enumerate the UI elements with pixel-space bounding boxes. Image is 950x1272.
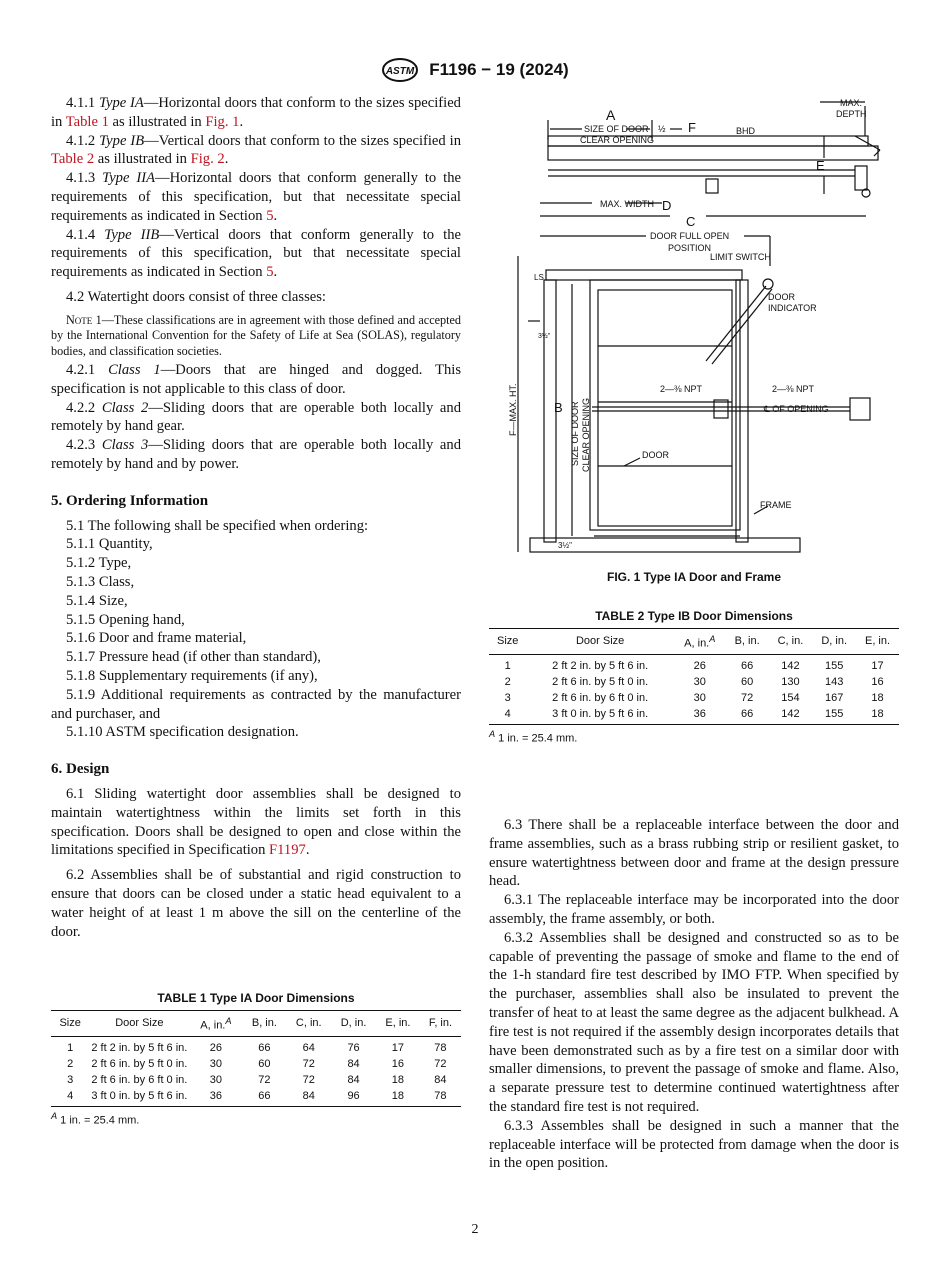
table-1-grid: [51, 1010, 461, 1107]
svg-text:D: D: [662, 198, 672, 213]
table-cell: 60: [741, 675, 754, 688]
table-cell: 18: [871, 691, 884, 704]
svg-text:INDICATOR: INDICATOR: [768, 303, 817, 313]
table-cell: 78: [420, 1089, 461, 1107]
para-4-1-2: 4.1.2 Type IB—Vertical doors that conform to the sizes specified in Table 2 as illustrated in Fig. 2.: [51, 132, 461, 168]
list-item: 5.1.10 ASTM specification designation.: [66, 724, 299, 741]
table-cell: 2 ft 2 in. by 5 ft 6 in.: [91, 1041, 188, 1054]
column-header: E, in.: [376, 1011, 420, 1037]
figure-1-drawing: [510, 96, 898, 566]
column-header: A, in.$^A$: [189, 1011, 242, 1037]
table-header-row: [489, 629, 899, 655]
table-1-link[interactable]: Table 1: [65, 113, 109, 130]
svg-text:SIZE OF DOOR: SIZE OF DOOR: [584, 124, 649, 134]
table-cell: 64: [302, 1041, 315, 1054]
table-cell: 142: [781, 659, 800, 672]
para-4-2-2: 4.2.2 Class 2—Sliding doors that are operable both locally and remotely by hand gear.: [51, 399, 462, 435]
table-row: [489, 691, 899, 707]
table-2-caption: TABLE 2 Type IB Door Dimensions: [595, 609, 793, 623]
list-item: 5.1 The following shall be specified when ordering:: [66, 517, 369, 534]
table-cell: 130: [781, 675, 800, 688]
svg-text:DOOR: DOOR: [642, 450, 669, 460]
table-cell: 2 ft 2 in. by 5 ft 6 in.: [552, 659, 649, 672]
svg-text:℄ OF OPENING: ℄ OF OPENING: [764, 404, 829, 414]
table-cell: 143: [825, 675, 844, 688]
table-cell: 1: [504, 659, 511, 672]
svg-text:MAX.: MAX.: [840, 98, 863, 108]
table-cell: 36: [189, 1089, 242, 1107]
table-cell: 30: [209, 1057, 223, 1070]
figure-1-caption: FIG. 1 Type IA Door and Frame: [606, 570, 782, 584]
list-item: 5.1.2 Type,: [66, 555, 132, 572]
table-cell: 17: [391, 1041, 405, 1054]
list-item: 5.1.5 Opening hand,: [66, 611, 185, 628]
list-item: 5.1.8 Supplementary requirements (if any),: [66, 667, 318, 684]
svg-text:SIZE OF DOOR: SIZE OF DOOR: [570, 401, 580, 466]
svg-text:LS: LS: [534, 273, 544, 282]
table-cell: 96: [331, 1089, 376, 1107]
logo-text: ASTM: [386, 66, 415, 77]
table-cell: 142: [769, 707, 813, 725]
table-header-row: [51, 1011, 461, 1037]
table-cell: 2 ft 6 in. by 5 ft 0 in.: [91, 1057, 188, 1070]
fig-1-link[interactable]: Fig. 1: [205, 113, 240, 130]
table-cell: 16: [871, 675, 884, 688]
column-header: B, in.: [242, 1011, 286, 1037]
svg-text:DOOR: DOOR: [768, 292, 795, 302]
column-header: Size: [51, 1011, 89, 1037]
column-header: Size: [489, 629, 526, 655]
svg-text:CLEAR OPENING: CLEAR OPENING: [580, 135, 655, 145]
table-2-footnote: $^A$ 1 in. = 25.4 mm.: [489, 728, 578, 745]
svg-text:2—⅜ NPT: 2—⅜ NPT: [772, 384, 815, 394]
table-1-caption: TABLE 1 Type IA Door Dimensions: [157, 991, 355, 1005]
para-6-2: 6.2 Assemblies shall be of substantial and rigid construction to ensure that doors can be closed under a static head equivalent to a water height of at least 1 m above the sill on the centerline of the door.: [51, 867, 461, 940]
left-column: [51, 94, 461, 941]
page-number: 2: [471, 1222, 479, 1237]
table-2-link[interactable]: Table 2: [51, 151, 95, 168]
para-4-2-1: 4.2.1 Class 1—Doors that are hinged and dogged. This specification is not applicable to this class of door.: [51, 361, 462, 397]
section-6-heading: 6. Design: [51, 761, 110, 778]
table-row: [489, 675, 899, 691]
svg-text:DOOR FULL OPEN: DOOR FULL OPEN: [650, 231, 730, 241]
ordering-list: [51, 517, 461, 743]
table-cell: 72: [302, 1073, 315, 1086]
column-header: C, in.: [286, 1011, 331, 1037]
table-cell: 66: [741, 659, 754, 672]
list-item: 5.1.4 Size,: [66, 592, 128, 609]
svg-text:2—⅜ NPT: 2—⅜ NPT: [660, 384, 703, 394]
table-cell: 76: [347, 1041, 360, 1054]
table-cell: 66: [242, 1089, 286, 1107]
table-cell: 36: [674, 707, 726, 725]
table-cell: 30: [209, 1073, 223, 1086]
page-header: [0, 58, 950, 82]
table-cell: 1: [67, 1041, 74, 1054]
standard-designation: F1196 − 19 (2024): [429, 60, 569, 79]
column-header: B, in.: [726, 629, 769, 655]
list-item: 5.1.7 Pressure head (if other than standard),: [66, 649, 321, 666]
table-cell: 84: [347, 1057, 360, 1070]
table-cell: 72: [258, 1073, 271, 1086]
list-item: 5.1.1 Quantity,: [66, 536, 153, 553]
column-header: E, in.: [856, 629, 899, 655]
svg-text:CLEAR OPENING: CLEAR OPENING: [581, 397, 591, 472]
column-header: D, in.: [331, 1011, 376, 1037]
table-cell: 17: [871, 659, 884, 672]
note-1: Note 1—These classifications are in agreement with those defined and accepted by the International Convention for the Safety of Life at Sea (SOLAS), regulatory bodies, and classification societies.: [51, 312, 462, 358]
column-header: A, in.$^A$: [674, 629, 726, 655]
svg-text:3½": 3½": [558, 541, 572, 550]
svg-text:B: B: [554, 400, 563, 415]
section-5-link[interactable]: 5: [266, 264, 274, 281]
para-6-3: 6.3 There shall be a replaceable interface between the door and frame assemblies, such as a brass rubbing strip or resilient gasket, to ensure watertightness between door and frame at the design pressure head.: [489, 817, 899, 890]
table-cell: 84: [286, 1089, 331, 1107]
table-cell: 72: [302, 1057, 315, 1070]
table-cell: 167: [825, 691, 844, 704]
table-cell: 60: [258, 1057, 271, 1070]
table-cell: 66: [258, 1041, 271, 1054]
table-cell: 84: [434, 1073, 447, 1086]
table-row: [51, 1089, 461, 1107]
table-cell: 16: [391, 1057, 405, 1070]
para-4-1-3: 4.1.3 Type IIA—Horizontal doors that conform generally to the requirements of this specification, but that necessitate special requirements as indicated in Section 5.: [51, 170, 461, 224]
table-cell: 155: [812, 707, 856, 725]
svg-text:POSITION: POSITION: [668, 243, 712, 253]
dim-a-label: A: [606, 107, 616, 123]
column-header: F, in.: [420, 1011, 461, 1037]
table-row: [51, 1036, 461, 1057]
table-cell: 154: [781, 691, 800, 704]
table-cell: 2: [67, 1057, 74, 1070]
para-4-1-1: 4.1.1 Type IA—Horizontal doors that conform to the sizes specified in Table 1 as illustrated in Fig. 1.: [51, 95, 461, 130]
table-cell: 3 ft 0 in. by 5 ft 6 in.: [526, 707, 673, 725]
para-4-2: 4.2 Watertight doors consist of three classes:: [66, 288, 326, 305]
table-cell: 2 ft 6 in. by 5 ft 0 in.: [552, 675, 649, 688]
section-5-link[interactable]: 5: [266, 207, 274, 224]
column-header: Door Size: [89, 1011, 189, 1037]
svg-text:F—MAX. HT.: F—MAX. HT.: [508, 383, 518, 436]
column-header: C, in.: [769, 629, 813, 655]
para-4-2-3: 4.2.3 Class 3—Sliding doors that are operable both locally and remotely by hand and by power.: [51, 437, 462, 472]
list-item: 5.1.3 Class,: [66, 573, 135, 590]
table-cell: 72: [741, 691, 754, 704]
fig-2-link[interactable]: Fig. 2: [190, 151, 225, 168]
table-cell: 2: [504, 675, 511, 688]
svg-text:LIMIT SWITCH: LIMIT SWITCH: [710, 252, 771, 262]
table-cell: 18: [856, 707, 899, 725]
svg-text:½: ½: [658, 124, 666, 134]
table-row: [51, 1057, 461, 1073]
list-item: 5.1.9 Additional requirements as contracted by the manufacturer and purchaser, and: [51, 686, 461, 722]
section-5-heading: 5. Ordering Information: [51, 492, 209, 509]
table-cell: 4: [489, 707, 526, 725]
door-frame-diagram: [510, 96, 898, 566]
column-header: Door Size: [526, 629, 673, 655]
svg-text:F: F: [688, 120, 696, 135]
para-6-3-3: 6.3.3 Assembles shall be designed in such a manner that the replaceable interface will be protected from damage when the door is in the open position.: [489, 1117, 899, 1172]
table-row: [489, 654, 899, 675]
table-cell: 26: [209, 1041, 223, 1054]
table-cell: 30: [693, 691, 706, 704]
para-6-1: 6.1 Sliding watertight door assemblies shall be designed to maintain watertightness within the limits set forth in this specification. Doors shall be designed to open and close within the limitations specified in Specification F1197.: [51, 785, 461, 859]
table-cell: 4: [51, 1089, 89, 1107]
table-2-grid: [489, 628, 899, 725]
table-cell: 155: [825, 659, 844, 672]
astm-logo-icon: [381, 58, 419, 82]
para-6-3-2: 6.3.2 Assemblies shall be designed and constructed so as to be capable of preventing the passage of smoke and flame to the end of the 1-h standard fire test described by IMO FTP. When specified by the purchaser, assemblies shall also be insulated to prevent the transfer of heat to at least the same degree as the adjacent bulkhead. A fire test is not required if the assembly design incorporates details that have been demonstrated such as by a fire test on a similar door with smaller dimensions, to prevent the passage of smoke and flame. Also, a separate pressure test to determine continued watertightness after the standard fire test is not required.: [489, 929, 899, 1115]
table-row: [51, 1073, 461, 1089]
table-cell: 30: [693, 675, 706, 688]
list-item: 5.1.6 Door and frame material,: [66, 630, 247, 647]
table-1: [51, 991, 461, 1126]
para-4-1-4: 4.1.4 Type IIB—Vertical doors that conform generally to the requirements of this specification, but that necessitate special requirements as indicated in Section 5.: [51, 226, 461, 281]
table-cell: 26: [693, 659, 706, 672]
table-2: [489, 609, 899, 744]
f1197-link[interactable]: F1197: [269, 842, 306, 859]
svg-text:C: C: [686, 214, 696, 229]
right-column-text: [489, 816, 899, 1173]
table-1-footnote: $^A$ 1 in. = 25.4 mm.: [51, 1110, 140, 1127]
para-6-3-1: 6.3.1 The replaceable interface may be incorporated into the door assembly, the frame assembly, or both.: [489, 892, 899, 927]
table-cell: 66: [726, 707, 769, 725]
table-cell: 18: [376, 1089, 420, 1107]
table-cell: 3: [67, 1073, 74, 1086]
table-cell: 18: [391, 1073, 405, 1086]
table-cell: 3: [504, 691, 511, 704]
table-cell: 84: [347, 1073, 360, 1086]
table-row: [489, 707, 899, 725]
svg-text:3½": 3½": [538, 333, 551, 340]
table-cell: 78: [434, 1041, 447, 1054]
table-cell: 3 ft 0 in. by 5 ft 6 in.: [89, 1089, 189, 1107]
table-cell: 2 ft 6 in. by 6 ft 0 in.: [91, 1073, 188, 1086]
svg-text:E: E: [816, 158, 825, 173]
table-cell: 2 ft 6 in. by 6 ft 0 in.: [552, 691, 649, 704]
svg-text:MAX. WIDTH: MAX. WIDTH: [600, 199, 654, 209]
column-header: D, in.: [812, 629, 856, 655]
svg-text:BHD: BHD: [736, 126, 756, 136]
table-cell: 72: [434, 1057, 447, 1070]
svg-text:DEPTH: DEPTH: [836, 109, 867, 119]
svg-text:FRAME: FRAME: [760, 500, 792, 510]
